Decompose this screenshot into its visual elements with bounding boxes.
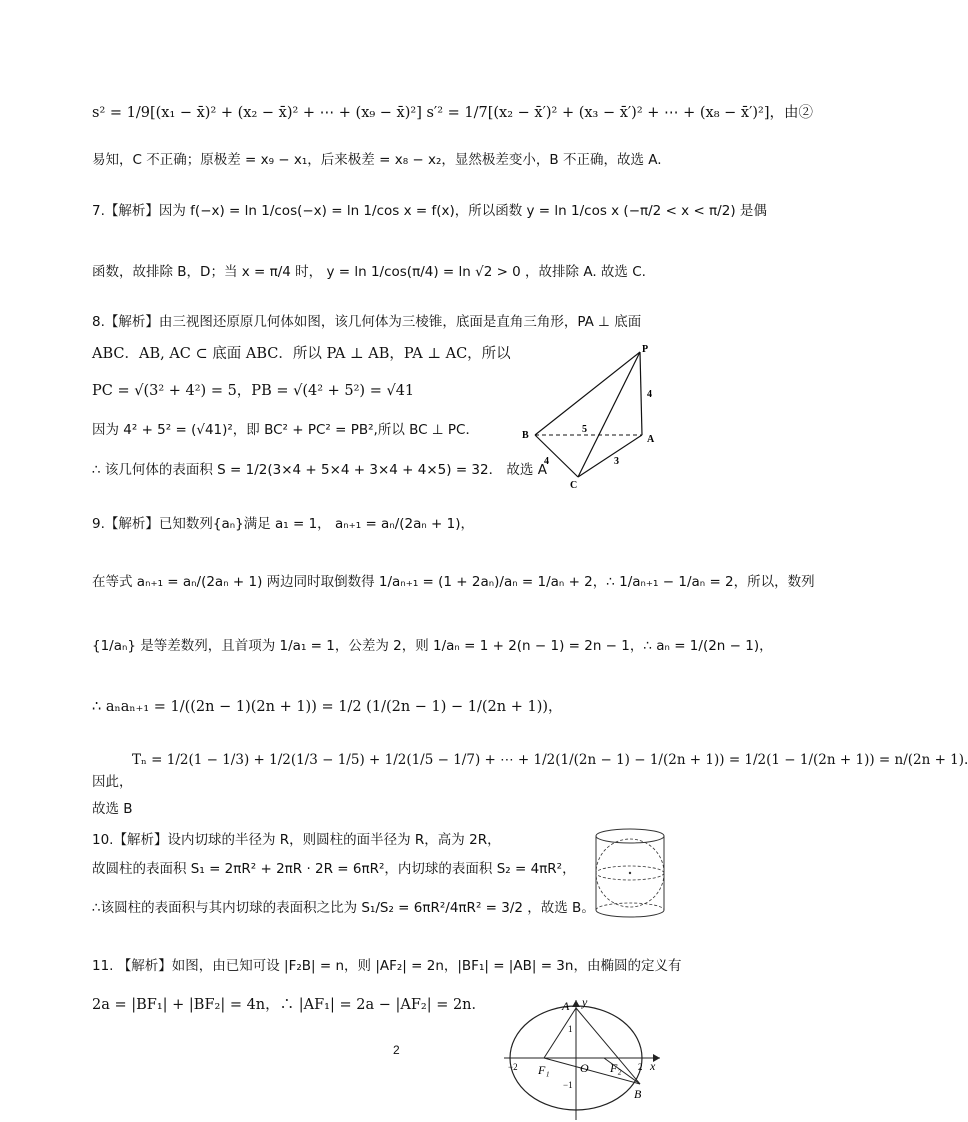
- tick-1: 1: [568, 1024, 573, 1034]
- label-B: B: [522, 430, 529, 441]
- ellipse-figure: [500, 996, 670, 1122]
- line-6b: 易知，C 不正确；原极差 = x₉ − x₁，后来极差 = x₈ − x₂，显然极差变小，B 不正确，故选 A.: [92, 152, 662, 168]
- p8-line-3: PC = √(3² + 4²) = 5，PB = √(4² + 5²) = √41: [92, 383, 415, 399]
- edge-BC-length: 4: [544, 456, 549, 467]
- page-number: 2: [393, 1043, 400, 1057]
- p7-line-2: 函数，故排除 B，D；当 x = π/4 时， y = ln 1/cos(π/4) = ln √2 > 0 ，故排除 A. 故选 C.: [92, 264, 646, 280]
- p9-line-2: 在等式 aₙ₊₁ = aₙ/(2aₙ + 1) 两边同时取倒数得 1/aₙ₊₁ = (1 + 2aₙ)/aₙ = 1/aₙ + 2，∴ 1/aₙ₊₁ − 1/aₙ = 2，所以，数列: [92, 574, 815, 590]
- label-A: A: [647, 434, 655, 445]
- p11-line-1: 11. 【解析】如图，由已知可设 |F₂B| = n，则 |AF₂| = 2n，|BF₁| = |AB| = 3n，由椭圆的定义有: [92, 958, 682, 974]
- label-O: O: [580, 1061, 589, 1075]
- p8-line-4: 因为 4² + 5² = (√41)²，即 BC² + PC² = PB²,所以 BC ⊥ PC．: [92, 422, 479, 438]
- tetrahedron-figure: [510, 340, 670, 490]
- p10-line-1: 10.【解析】设内切球的半径为 R，则圆柱的面半径为 R，高为 2R，: [92, 832, 501, 848]
- label-F1: F₁: [538, 1063, 550, 1077]
- label-P: P: [642, 344, 649, 355]
- p8-line-2: ABC．AB, AC ⊂ 底面 ABC．所以 PA ⊥ AB，PA ⊥ AC，所以: [92, 346, 511, 362]
- p9-line-3: {1/aₙ} 是等差数列，且首项为 1/a₁ = 1，公差为 2，则 1/aₙ = 1 + 2(n − 1) = 2n − 1，∴ aₙ = 1/(2n − 1)，: [92, 638, 773, 654]
- edge-PA-length: 4: [647, 389, 652, 400]
- edge-AC-length: 3: [614, 456, 619, 467]
- edge-PC-length: 5: [582, 424, 587, 435]
- p9-line-4: ∴ aₙaₙ₊₁ = 1/((2n − 1)(2n + 1)) = 1/2 (1/(2n − 1) − 1/(2n + 1))，: [92, 699, 563, 715]
- p10-line-3: ∴该圆柱的表面积与其内切球的表面积之比为 S₁/S₂ = 6πR²/4πR² = 3/2 ，故选 B。: [92, 900, 595, 916]
- p11-line-2: 2a = |BF₁| + |BF₂| = 4n，∴ |AF₁| = 2a − |AF₂| = 2n．: [92, 997, 487, 1013]
- tick-minus1: −1: [563, 1080, 573, 1090]
- tick-2: 2: [638, 1062, 643, 1072]
- label-x: x: [650, 1059, 656, 1073]
- p9-line-6: 因此，: [92, 774, 133, 790]
- label-y: y: [582, 995, 588, 1009]
- p8-line-1: 8.【解析】由三视图还原原几何体如图，该几何体为三棱锥，底面是直角三角形，PA ⊥ 底面: [92, 314, 642, 330]
- p9-line-7: 故选 B: [92, 801, 133, 817]
- label-A: A: [562, 999, 570, 1013]
- label-C: C: [570, 480, 578, 491]
- p9-line-5: Tₙ = 1/2(1 − 1/3) + 1/2(1/3 − 1/5) + 1/2(1/5 − 1/7) + ⋯ + 1/2(1/(2n − 1) − 1/(2n + 1)) = 1/2(1 − 1/(2n + 1)) = n/(2n + 1).: [132, 752, 968, 768]
- p10-line-2: 故圆柱的表面积 S₁ = 2πR² + 2πR · 2R = 6πR²，内切球的表面积 S₂ = 4πR²，: [92, 861, 576, 877]
- p7-line-1: 7.【解析】因为 f(−x) = ln 1/cos(−x) = ln 1/cos x = f(x)，所以函数 y = ln 1/cos x (−π/2 < x < π/2) 是偶: [92, 203, 767, 219]
- p8-line-5: ∴ 该几何体的表面积 S = 1/2(3×4 + 5×4 + 3×4 + 4×5) = 32． 故选 A: [92, 462, 547, 478]
- p9-line-1: 9.【解析】已知数列{aₙ}满足 a₁ = 1， aₙ₊₁ = aₙ/(2aₙ + 1)，: [92, 516, 475, 532]
- label-F2: F₂: [610, 1061, 622, 1075]
- cylinder-sphere-figure: [590, 826, 670, 922]
- tick-minus2: −2: [508, 1062, 518, 1072]
- label-B: B: [634, 1087, 642, 1101]
- line-6a: s² = 1/9[(x₁ − x̄)² + (x₂ − x̄)² + ⋯ + (x₉ − x̄)²] s′² = 1/7[(x₂ − x̄′)² + (x₃ − x̄′)² + ⋯ + (x₈ − x̄′)²]，由②: [92, 105, 813, 121]
